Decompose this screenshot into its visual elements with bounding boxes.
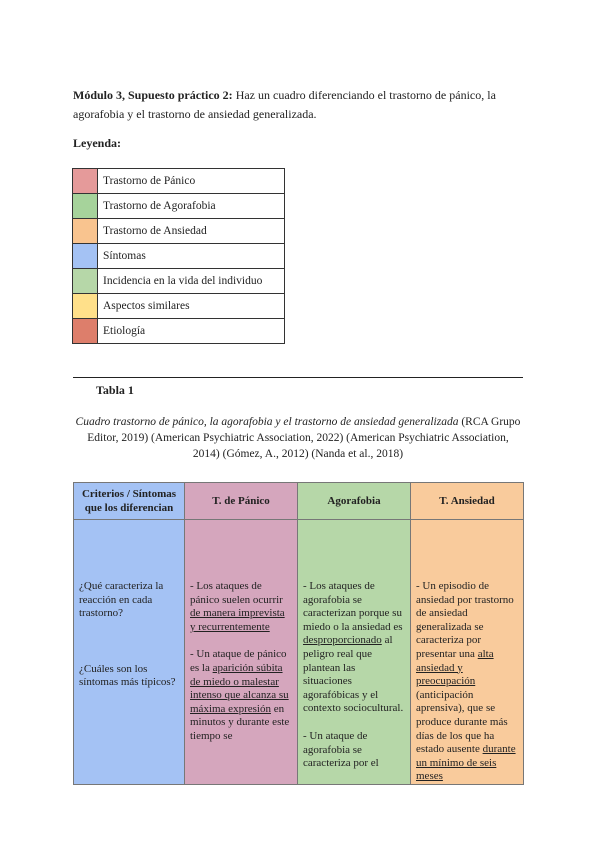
- ansiedad-underlined: alta ansiedad y preocupación: [416, 647, 494, 688]
- legend-title: Leyenda:: [73, 136, 121, 150]
- legend-label: Incidencia en la vida del individuo: [98, 269, 285, 294]
- header-panico: T. de Pánico: [185, 483, 298, 520]
- legend-swatch: [73, 194, 98, 219]
- ansiedad-text: - Un episodio de ansiedad por trastorno de ansiedad generalizada se caracteriza por presentar una: [416, 580, 514, 660]
- horizontal-rule: [73, 377, 523, 378]
- agorafobia-paragraph-2: - Un ataque de agorafobia se caracteriza por el: [303, 729, 379, 770]
- panico-paragraph-2: [190, 648, 292, 743]
- panico-underlined: aparición súbita de miedo o malestar intenso que alcanza su máxima expresión: [190, 661, 289, 715]
- header-agorafobia: Agorafobia: [298, 483, 411, 520]
- legend-table: [72, 168, 285, 344]
- legend-label: Etiología: [98, 319, 285, 344]
- legend-row: [73, 244, 285, 269]
- legend-row: [73, 319, 285, 344]
- legend-label: Trastorno de Agorafobia: [98, 194, 285, 219]
- legend-label: Trastorno de Pánico: [98, 169, 285, 194]
- intro-text: Haz un cuadro diferenciando el trastorno de pánico, la agorafobia y el trastorno de ansiedad generalizada.: [73, 88, 496, 121]
- panico-text: - Los ataques de pánico suelen ocurrir: [190, 580, 283, 606]
- table-header-row: [74, 483, 524, 520]
- cell-panico: [185, 520, 298, 785]
- header-ansiedad: T. Ansiedad: [411, 483, 524, 520]
- agorafobia-paragraph-1: [303, 580, 405, 716]
- panico-text: en minutos y durante este tiempo se: [190, 702, 290, 742]
- comparison-table: [73, 482, 524, 785]
- legend-label: Aspectos similares: [98, 294, 285, 319]
- ansiedad-text: (anticipación aprensiva), que se produce durante más días de los que ha estado ausente: [416, 688, 508, 756]
- legend-row: [73, 269, 285, 294]
- agorafobia-text: al peligro real que plantean las situaciones agorafóbicas y el contexto sociocultural.: [303, 634, 404, 715]
- criterio-question-2: ¿Cuáles son los síntomas más típicos?: [79, 662, 176, 689]
- legend-row: [73, 194, 285, 219]
- legend-swatch: [73, 244, 98, 269]
- criterio-question-1: ¿Qué caracteriza la reacción en cada trastorno?: [79, 580, 164, 620]
- legend-label: Trastorno de Ansiedad: [98, 219, 285, 244]
- table-row: [74, 520, 524, 785]
- legend-swatch: [73, 319, 98, 344]
- intro-bold: Módulo 3, Supuesto práctico 2:: [73, 88, 233, 102]
- panico-paragraph-1: [190, 580, 292, 634]
- ansiedad-underlined: durante un mínimo de seis meses: [416, 743, 516, 783]
- legend-swatch: [73, 269, 98, 294]
- legend-swatch: [73, 219, 98, 244]
- caption-refs: (RCA Grupo Editor, 2019) (American Psychiatric Association, 2022) (American Psychiatric Association, 2014) (Gómez, A., 2012) (Nanda et al., 2018): [87, 416, 521, 460]
- intro-paragraph: [73, 86, 523, 124]
- cell-agorafobia: [298, 520, 411, 785]
- legend-row: [73, 294, 285, 319]
- panico-underlined: de manera imprevista y recurrentemente: [190, 607, 285, 633]
- legend-swatch: [73, 169, 98, 194]
- cell-criterios: [74, 520, 185, 785]
- table-caption: [73, 414, 523, 462]
- panico-text: - Un ataque de pánico es la: [190, 648, 287, 674]
- legend-label: Síntomas: [98, 244, 285, 269]
- legend-swatch: [73, 294, 98, 319]
- legend-row: [73, 169, 285, 194]
- agorafobia-text: - Los ataques de agorafobia se caracterizan porque su miedo o la ansiedad es: [303, 580, 403, 633]
- agorafobia-underlined: desproporcionado: [303, 634, 382, 647]
- header-criterios: Criterios / Síntomas que los diferencian: [74, 483, 185, 520]
- cell-ansiedad: [411, 520, 524, 785]
- legend-row: [73, 219, 285, 244]
- ansiedad-paragraph-1: [416, 580, 518, 784]
- table-number: Tabla 1: [96, 383, 134, 397]
- caption-title: Cuadro trastorno de pánico, la agorafobia y el trastorno de ansiedad generalizada: [75, 416, 459, 428]
